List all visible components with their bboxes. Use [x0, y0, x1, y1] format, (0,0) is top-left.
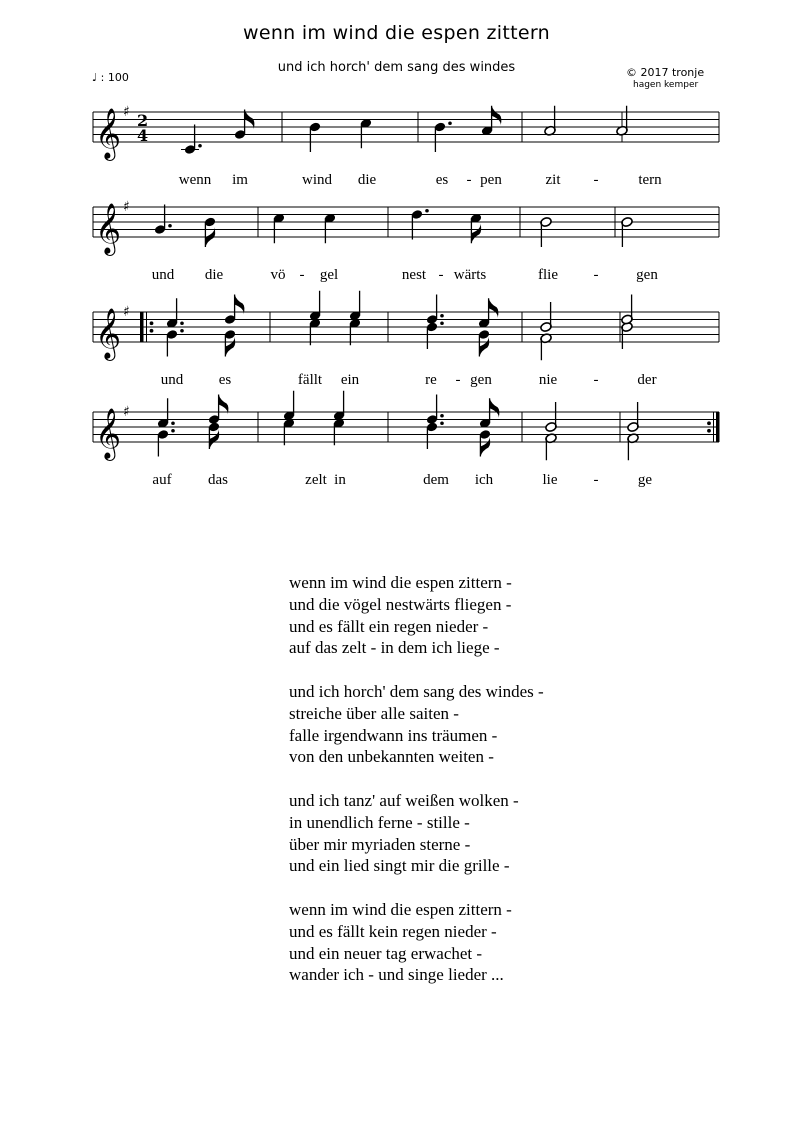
treble-clef-icon: 𝄞 [95, 308, 122, 359]
repeat-dot [707, 429, 711, 433]
sharp-icon: ♯ [123, 104, 130, 120]
poem-line: und ein lied singt mir die grille - [289, 856, 510, 876]
lyric-syllable: das [208, 472, 228, 488]
lyric-syllable: ich [474, 472, 494, 488]
lyric-syllable: lie [542, 472, 558, 488]
lyric-syllable: - [593, 267, 599, 283]
augmentation-dot [168, 224, 172, 228]
lyric-syllable: zelt [305, 472, 327, 488]
repeat-thick-bar [716, 412, 720, 442]
poem-line: und ich tanz' auf weißen wolken - [289, 790, 519, 810]
eighth-flag [225, 337, 235, 357]
time-signature-bottom: 4 [137, 126, 149, 145]
lyric-syllable: gel [319, 267, 339, 283]
lyric-syllable: dem [423, 472, 449, 488]
lyric-syllable: wärts [453, 267, 487, 283]
augmentation-dot [448, 121, 452, 125]
lyric-syllable: die [204, 267, 224, 283]
augmentation-dot [180, 321, 184, 325]
poem-stanza [289, 681, 544, 768]
poem-line: in unendlich ferne - stille - [289, 812, 470, 832]
lyric-syllable: wenn [178, 172, 212, 188]
tempo-marking: ♩ : 100 [92, 71, 129, 84]
poem-line: wander ich - und singe lieder ... [289, 965, 504, 985]
lyric-syllable: tern [638, 172, 662, 188]
lyric-syllable: - [593, 372, 599, 388]
lyric-syllable: ein [340, 372, 360, 388]
poem-stanza [289, 899, 544, 986]
lyric-syllable: flie [538, 267, 558, 283]
poem-stanza [289, 572, 544, 659]
lyric-syllable: es [218, 372, 232, 388]
treble-clef-icon: 𝄞 [95, 408, 122, 459]
lyric-syllable: - [455, 372, 461, 388]
eighth-flag [219, 395, 229, 415]
poem-line: und die vögel nestwärts fliegen - [289, 594, 512, 614]
augmentation-dot [425, 209, 429, 213]
lyric-syllable: - [466, 172, 472, 188]
lyric-syllable: die [357, 172, 377, 188]
lyric-syllable: und [151, 267, 175, 283]
eighth-flag [235, 295, 245, 315]
lyric-syllable: gen [636, 267, 658, 283]
eighth-flag [245, 110, 255, 130]
lyric-syllable: - [593, 472, 599, 488]
augmentation-dot [171, 421, 175, 425]
time-signature-top: 2 [137, 111, 149, 130]
lyric-syllable: im [232, 172, 248, 188]
eighth-flag [471, 223, 481, 243]
sheet-music [0, 0, 793, 520]
augmentation-dot [198, 144, 202, 148]
lyric-syllable: - [299, 267, 305, 283]
poem-text [289, 572, 544, 1008]
eighth-flag [489, 298, 499, 318]
lyric-syllable: in [334, 472, 346, 488]
poem-line: von den unbekannten weiten - [289, 747, 494, 767]
repeat-dot [150, 329, 154, 333]
poem-line: und ich horch' dem sang des windes - [289, 681, 544, 701]
poem-line: und es fällt kein regen nieder - [289, 921, 497, 941]
augmentation-dot [440, 314, 444, 318]
eighth-flag [479, 337, 489, 357]
poem-line: auf das zelt - in dem ich liege - [289, 638, 500, 658]
lyric-syllable: gen [470, 372, 492, 388]
lyric-syllable: auf [152, 472, 172, 488]
eighth-flag [205, 227, 215, 247]
poem-line: und es fällt ein regen nieder - [289, 616, 489, 636]
lyric-syllable: - [438, 267, 444, 283]
eighth-flag [209, 429, 219, 449]
treble-clef-icon: 𝄞 [95, 203, 122, 254]
lyric-syllable: es [435, 172, 449, 188]
eighth-flag [480, 437, 490, 457]
lyric-syllable: nie [538, 372, 558, 388]
repeat-thick-bar [140, 312, 144, 342]
poem-line: falle irgendwann ins träumen - [289, 725, 498, 745]
augmentation-dot [440, 414, 444, 418]
eighth-flag [490, 398, 500, 418]
lyric-syllable: - [593, 172, 599, 188]
lyric-syllable: wind [302, 172, 332, 188]
augmentation-dot [440, 321, 444, 325]
poem-line: wenn im wind die espen zittern - [289, 573, 512, 592]
lyric-syllable: zit [545, 172, 561, 188]
augmentation-dot [440, 421, 444, 425]
poem-line: wenn im wind die espen zittern - [289, 899, 512, 919]
sharp-icon: ♯ [123, 404, 130, 420]
repeat-dot [707, 421, 711, 425]
lyric-syllable: ge [637, 472, 653, 488]
augmentation-dot [180, 329, 184, 333]
lyric-syllable: pen [480, 172, 502, 188]
poem-stanza [289, 790, 544, 877]
song-subtitle: und ich horch' dem sang des windes [277, 60, 516, 75]
lyric-syllable: der [637, 372, 657, 388]
sharp-icon: ♯ [123, 304, 130, 320]
sharp-icon: ♯ [123, 199, 130, 215]
eighth-flag [492, 106, 502, 126]
lyric-syllable: und [160, 372, 184, 388]
poem-line: streiche über alle saiten - [289, 703, 459, 723]
song-title: wenn im wind die espen zittern [243, 22, 550, 44]
lyric-syllable: vö [270, 267, 286, 283]
lyric-syllable: fällt [297, 372, 323, 388]
poem-line: über mir myriaden sterne - [289, 834, 471, 854]
lyric-syllable: re [425, 372, 437, 388]
repeat-dot [150, 321, 154, 325]
lyric-syllable: nest [401, 267, 427, 283]
treble-clef-icon: 𝄞 [95, 108, 122, 159]
author-name: hagen kemper [633, 80, 699, 90]
augmentation-dot [171, 429, 175, 433]
copyright-notice: © 2017 tronje [626, 66, 705, 79]
poem-line: und ein neuer tag erwachet - [289, 943, 483, 963]
